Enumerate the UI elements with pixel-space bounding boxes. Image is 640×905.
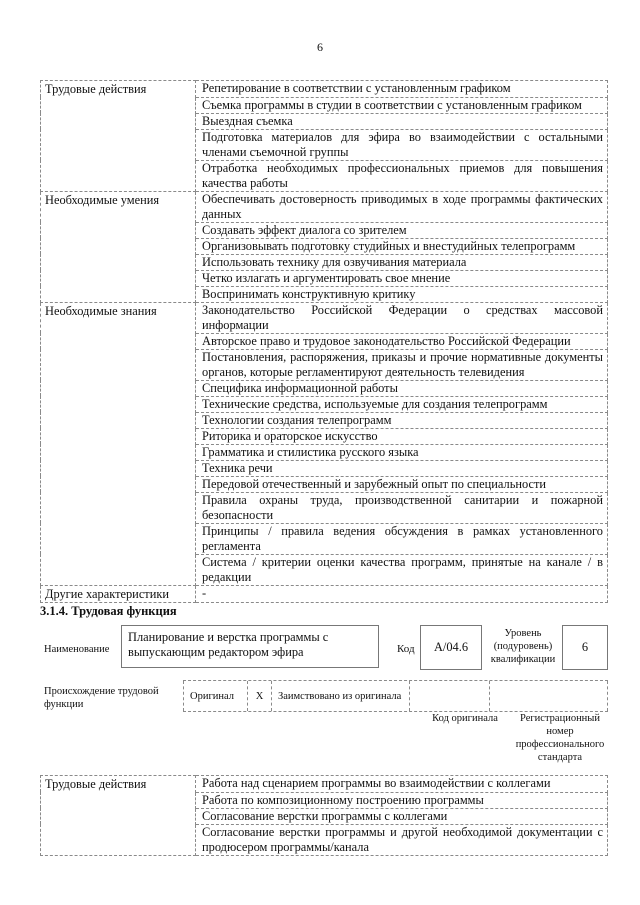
row-label: Трудовые действия [41, 81, 196, 98]
competency-table-2 [40, 775, 608, 856]
table-row [41, 444, 608, 460]
row-label-empty [41, 460, 196, 476]
level-box: 6 [562, 625, 608, 670]
row-value: Специфика информационной работы [196, 380, 608, 396]
table-row [41, 222, 608, 238]
table-row [41, 191, 608, 222]
row-label-empty [41, 476, 196, 492]
row-value: Работа над сценарием программы во взаимодействии с коллегами [196, 776, 608, 793]
row-value: Технологии создания телепрограмм [196, 412, 608, 428]
table-row [41, 238, 608, 254]
row-label-empty [41, 444, 196, 460]
row-label-empty [41, 286, 196, 302]
page-number: 6 [317, 40, 323, 54]
row-label-empty [41, 129, 196, 160]
table-row [41, 460, 608, 476]
table-row [41, 492, 608, 523]
row-value: Работа по композиционному построению программы [196, 792, 608, 808]
table-row [41, 824, 608, 855]
table-row [41, 129, 608, 160]
row-value: Законодательство Российской Федерации о средствах массовой информации [196, 302, 608, 333]
row-value: Подготовка материалов для эфира во взаимодействии с остальными членами съемочной группы [196, 129, 608, 160]
row-value: Обеспечивать достоверность приводимых в ходе программы фактических данных [196, 191, 608, 222]
origin-borrowed-cell: Заимствовано из оригинала [271, 681, 409, 711]
origin-label: Происхождение трудовой функции [44, 686, 159, 710]
row-value: Риторика и ораторское искусство [196, 428, 608, 444]
row-value: Правила охраны труда, производственной санитарии и пожарной безопасности [196, 492, 608, 523]
row-value: Создавать эффект диалога со зрителем [196, 222, 608, 238]
competency-table-1 [40, 80, 608, 603]
row-label-empty [41, 270, 196, 286]
table-row [41, 585, 608, 602]
table-row [41, 349, 608, 380]
row-value: Отработка необходимых профессиональных приемов для повышения качества работы [196, 160, 608, 191]
origin-original-cell: Оригинал [183, 681, 247, 711]
origin-reg-cell [489, 681, 608, 711]
row-value: Четко излагать и аргументировать свое мнение [196, 270, 608, 286]
row-value: Система / критерии оценки качества программ, принятые на канале / в редакции [196, 554, 608, 585]
table-row [41, 286, 608, 302]
row-value: Согласование верстки программы с коллегами [196, 808, 608, 824]
row-label-empty [41, 412, 196, 428]
function-name-box: Планирование и верстка программы с выпускающим редактором эфира [121, 625, 379, 668]
table-row [41, 302, 608, 333]
row-value: Выездная съемка [196, 113, 608, 129]
row-value: Грамматика и стилистика русского языка [196, 444, 608, 460]
code-original-caption: Код оригинала [432, 713, 498, 724]
row-value: - [196, 585, 608, 602]
reg-number-caption: Регистрационный номер профессионального стандарта [515, 713, 605, 763]
row-label-empty [41, 222, 196, 238]
row-value: Авторское право и трудовое законодательство Российской Федерации [196, 333, 608, 349]
row-label-empty [41, 333, 196, 349]
row-label-empty [41, 160, 196, 191]
code-box: А/04.6 [420, 625, 482, 670]
row-label-empty [41, 238, 196, 254]
table-row [41, 776, 608, 793]
row-label-empty [41, 554, 196, 585]
row-label: Необходимые знания [41, 302, 196, 333]
table-row [41, 81, 608, 98]
row-value: Принципы / правила ведения обсуждения в рамках установленного регламента [196, 523, 608, 554]
row-value: Передовой отечественный и зарубежный опыт по специальности [196, 476, 608, 492]
row-value: Съемка программы в студии в соответствии с установленным графиком [196, 97, 608, 113]
origin-code-cell [409, 681, 489, 711]
row-value: Использовать технику для озвучивания материала [196, 254, 608, 270]
table-row [41, 808, 608, 824]
row-value: Технические средства, используемые для создания телепрограмм [196, 396, 608, 412]
name-label: Наименование [44, 644, 110, 655]
row-label: Другие характеристики [41, 585, 196, 602]
row-label-empty [41, 97, 196, 113]
table-row [41, 113, 608, 129]
table-row [41, 270, 608, 286]
table-row [41, 476, 608, 492]
table-row [41, 554, 608, 585]
table-row [41, 97, 608, 113]
table-row [41, 523, 608, 554]
table-row [41, 160, 608, 191]
row-value: Техника речи [196, 460, 608, 476]
level-label: Уровень (подуровень) квалификации [490, 628, 556, 665]
code-label: Код [397, 643, 415, 655]
row-label-empty [41, 492, 196, 523]
row-value: Репетирование в соответствии с установленным графиком [196, 81, 608, 98]
row-label-empty [41, 113, 196, 129]
row-value: Воспринимать конструктивную критику [196, 286, 608, 302]
row-label-empty [41, 808, 196, 824]
table-row [41, 333, 608, 349]
row-label-empty [41, 396, 196, 412]
row-value: Постановления, распоряжения, приказы и прочие нормативные документы органов, которые регламентируют деятельность телевидения [196, 349, 608, 380]
row-label-empty [41, 349, 196, 380]
section-title: 3.1.4. Трудовая функция [40, 604, 177, 618]
table-row [41, 428, 608, 444]
row-value: Организовывать подготовку студийных и внестудийных телепрограмм [196, 238, 608, 254]
table-row [41, 254, 608, 270]
row-label-empty [41, 824, 196, 855]
table-row [41, 412, 608, 428]
table-row [41, 396, 608, 412]
row-label: Необходимые умения [41, 191, 196, 222]
row-label-empty [41, 380, 196, 396]
table-row [41, 792, 608, 808]
origin-row [183, 680, 608, 712]
row-label: Трудовые действия [41, 776, 196, 793]
row-label-empty [41, 428, 196, 444]
row-label-empty [41, 254, 196, 270]
row-value: Согласование верстки программы и другой необходимой документации с продюсером программы/канала [196, 824, 608, 855]
row-label-empty [41, 523, 196, 554]
table-row [41, 380, 608, 396]
row-label-empty [41, 792, 196, 808]
origin-mark-cell: X [247, 681, 271, 711]
